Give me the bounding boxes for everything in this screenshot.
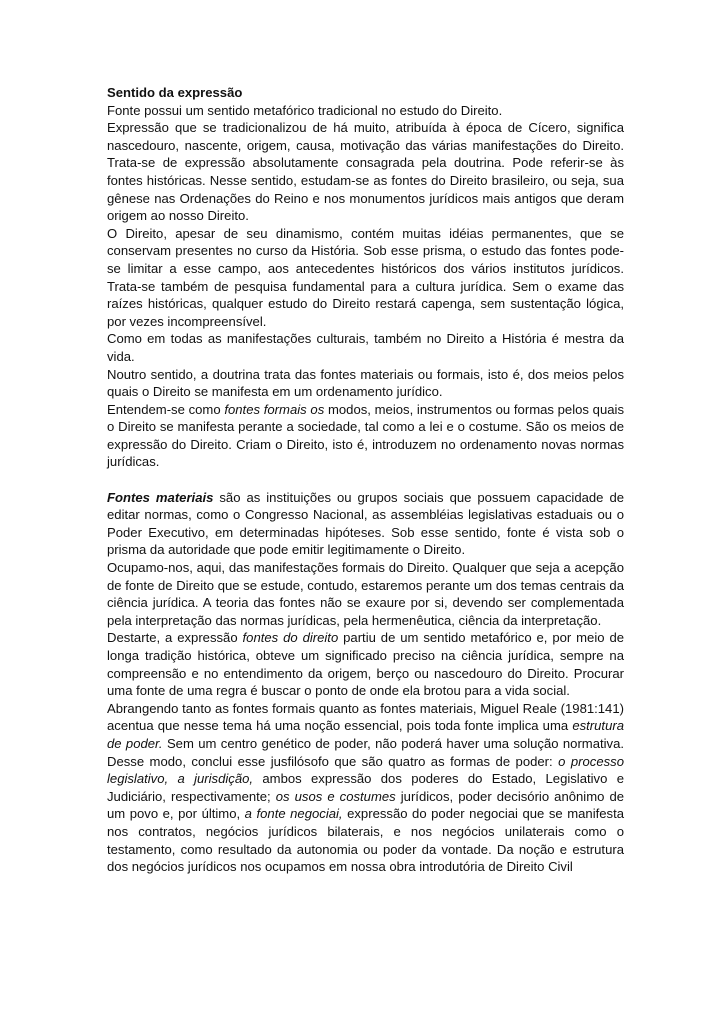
text-run: modos, meios, instrumentos ou formas pelos quais o Direito se manifesta perante a sociedade, tal como a lei e o costume. São os meios de expressão do Direito. Criam o Direito, isto é, introduzem no ordenamento novas normas jurídicas.: [107, 401, 624, 470]
italic-term: fontes do direito: [242, 630, 339, 646]
text-run: são as instituições ou grupos sociais que possuem capacidade de editar normas, como o Congresso Nacional, as assembléias legislativas estaduais ou o Poder Executivo, em determinadas hipóteses. Sob esse sentido, fonte é vista sob o prisma da autoridade que pode emitir legitimamente o Direito.: [107, 489, 625, 558]
italic-term: estrutura de poder.: [107, 718, 624, 751]
text-run: expressão do poder negociai que se manifesta nos contratos, negócios jurídicos bilaterais, e nos negócios unilaterais como o testamento, como resultado da autonomia ou poder da vontade. Da noção e estrutura dos negócios jurídicos nos ocupamos em nossa obra introdutória de Direito Civil: [107, 806, 624, 875]
text-run: Destarte, a expressão: [107, 630, 243, 646]
italic-term: os usos e costumes: [275, 788, 396, 804]
italic-term: fontes formais os: [224, 401, 325, 417]
text-run: Sem um centro genético de poder, não poderá haver uma solução normativa. Desse modo, conclui esse jusfilósofo que são quatro as formas de poder:: [107, 735, 625, 769]
text-run: Entendem-se como: [107, 401, 225, 417]
paragraph-2: Expressão que se tradicionalizou de há muito, atribuída à época de Cícero, significa nascedouro, nascente, origem, causa, motivação das várias manifestações do Direito. Trata-se de expressão absolutamente consagrada pela doutrina. Pode referir-se às fontes históricas. Nesse sentido, estudam-se as fontes do Direito brasileiro, ou seja, sua gênese nas Ordenações do Reino e nos monumentos jurídicos mais antigos que deram origem ao nosso Direito.: [107, 120, 624, 224]
paragraph-7: [107, 489, 624, 559]
text-run: partiu de um sentido metafórico e, por meio de longa tradição histórica, obteve um significado preciso na ciência jurídica, sempre na compreensão e no entendimento da origem, berço ou nascedouro do Direito. Procurar uma fonte de uma regra é buscar o ponto de onde ela brotou para a vida social.: [107, 630, 625, 699]
text-run: Abrangendo tanto as fontes formais quanto as fontes materiais, Miguel Reale (1981:141) acentua que nesse tema há uma noção essencial, pois toda fonte implica uma: [107, 700, 624, 734]
italic-term: o processo legislativo, a jurisdição,: [107, 753, 624, 787]
paragraph-9: [107, 629, 624, 699]
paragraph-10: [107, 700, 624, 876]
paragraph-5: Noutro sentido, a doutrina trata das fontes materiais ou formais, isto é, dos meios pelos quais o Direito se manifesta em um ordenamento jurídico.: [107, 366, 624, 400]
paragraph-8: Ocupamo-nos, aqui, das manifestações formais do Direito. Qualquer que seja a acepção de fonte de Direito que se estude, contudo, estaremos perante um dos temas centrais da ciência jurídica. A teoria das fontes não se exaure por si, devendo ser complementada pela interpretação das normas jurídicas, pela hermenêutica, ciência da interpretação.: [107, 560, 624, 628]
document-page: [107, 84, 624, 876]
bold-italic-term: Fontes materiais: [107, 489, 214, 505]
section-heading: Sentido da expressão: [107, 85, 243, 100]
paragraph-3: O Direito, apesar de seu dinamismo, contém muitas idéias permanentes, que se conservam presentes no curso da História. Sob esse prisma, o estudo das fontes pode-se limitar a esse campo, aos antecedentes históricos dos vários institutos jurídicos. Trata-se também de pesquisa fundamental para a cultura jurídica. Sem o exame das raízes históricas, qualquer estudo do Direito restará capenga, sem sustentação lógica, por vezes incompreensível.: [107, 225, 624, 329]
paragraph-6: [107, 401, 624, 471]
italic-term: a fonte negociai,: [244, 806, 343, 822]
text-run: ambos expressão dos poderes do Estado, Legislativo e Judiciário, respectivamente;: [107, 771, 624, 804]
paragraph-4: Como em todas as manifestações culturais, também no Direito a História é mestra da vida.: [107, 331, 624, 364]
paragraph-1: Fonte possui um sentido metafórico tradicional no estudo do Direito.: [107, 102, 503, 118]
text-run: jurídicos, poder decisório anônimo de um povo e, por último,: [107, 788, 625, 822]
